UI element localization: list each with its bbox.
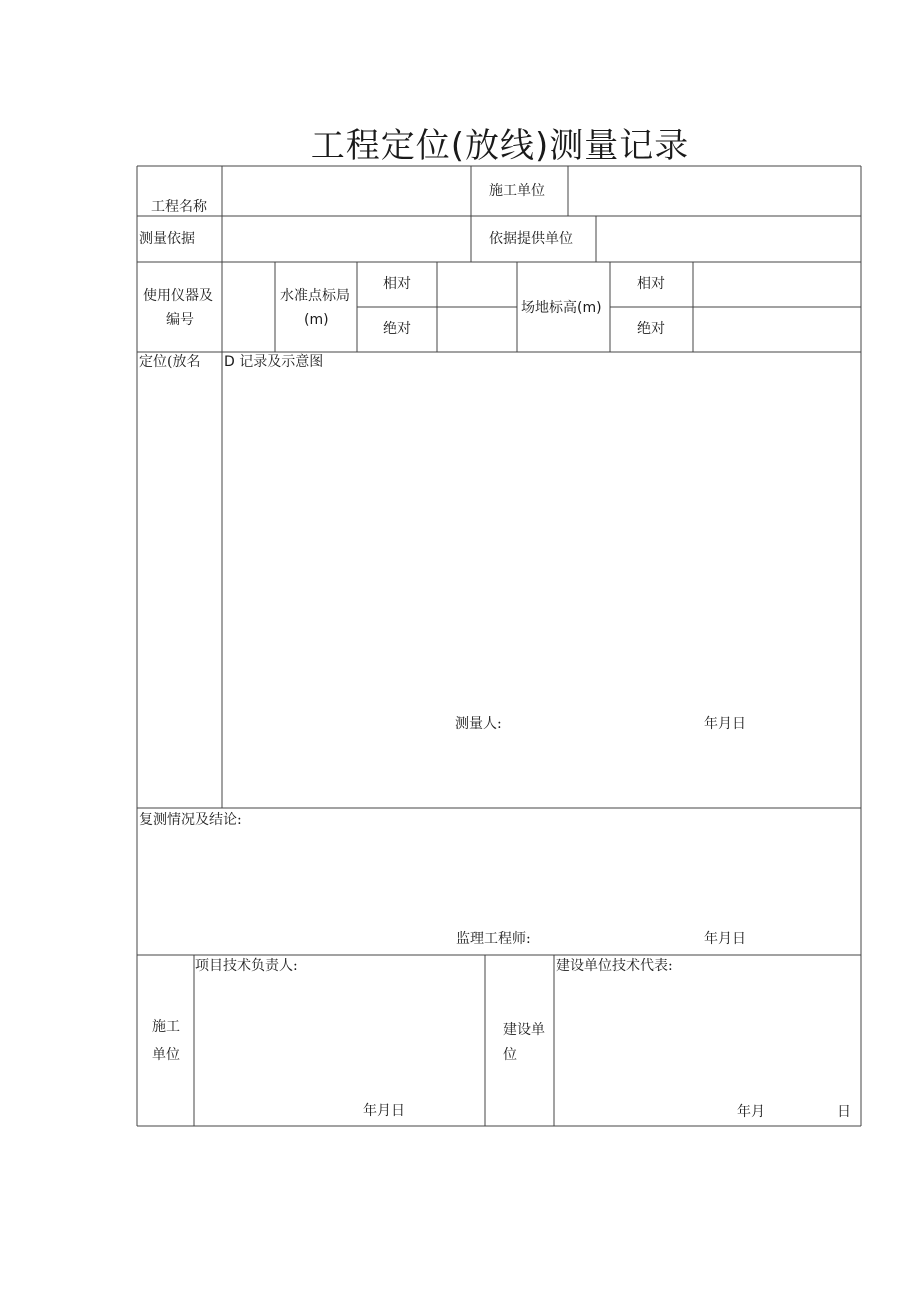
client-tech-rep-label: 建设单位技术代表: (556, 958, 673, 974)
basis-provider-label: 依据提供单位 (489, 231, 573, 247)
client-unit-label-line1: 建设单 (503, 1022, 545, 1038)
client-unit-label-line2: 位 (503, 1047, 517, 1063)
survey-basis-label: 测量依据 (139, 231, 195, 247)
supervisor-label: 监理工程师: (456, 931, 531, 947)
client-sign-date-day: 日 (837, 1104, 851, 1120)
benchmark-absolute-label: 绝对 (383, 321, 411, 337)
builder-unit-label-line1: 施工 (152, 1019, 180, 1035)
instrument-label-line1: 使用仪器及 (143, 288, 213, 304)
instrument-label-line2: 编号 (166, 312, 194, 328)
project-name-label: 工程名称 (151, 199, 207, 215)
site-absolute-label: 绝对 (637, 321, 665, 337)
construction-unit-label: 施工单位 (489, 183, 545, 199)
builder-unit-label-line2: 单位 (152, 1047, 180, 1063)
page-title: 工程定位(放线)测量记录 (310, 126, 690, 166)
project-tech-lead-label: 项目技术负责人: (195, 958, 298, 974)
benchmark-label-line1: 水准点标局 (280, 288, 350, 304)
benchmark-relative-label: 相对 (383, 276, 411, 292)
record-sketch-area[interactable] (223, 374, 860, 704)
positioning-label: 定位(放名 (139, 354, 201, 370)
recheck-area[interactable] (138, 832, 860, 922)
builder-sign-date: 年月日 (363, 1103, 405, 1119)
surveyor-label: 测量人: (455, 716, 502, 732)
benchmark-label-line2: (m) (304, 312, 329, 328)
surveyor-date: 年月日 (704, 716, 746, 732)
site-relative-label: 相对 (637, 276, 665, 292)
site-elevation-label: 场地标高(m) (521, 300, 602, 316)
client-sign-date-year-month: 年月 (737, 1104, 765, 1120)
positioning-record-heading: D 记录及示意图 (224, 354, 324, 370)
supervisor-date: 年月日 (704, 931, 746, 947)
recheck-label: 复测情况及结论: (139, 812, 242, 828)
